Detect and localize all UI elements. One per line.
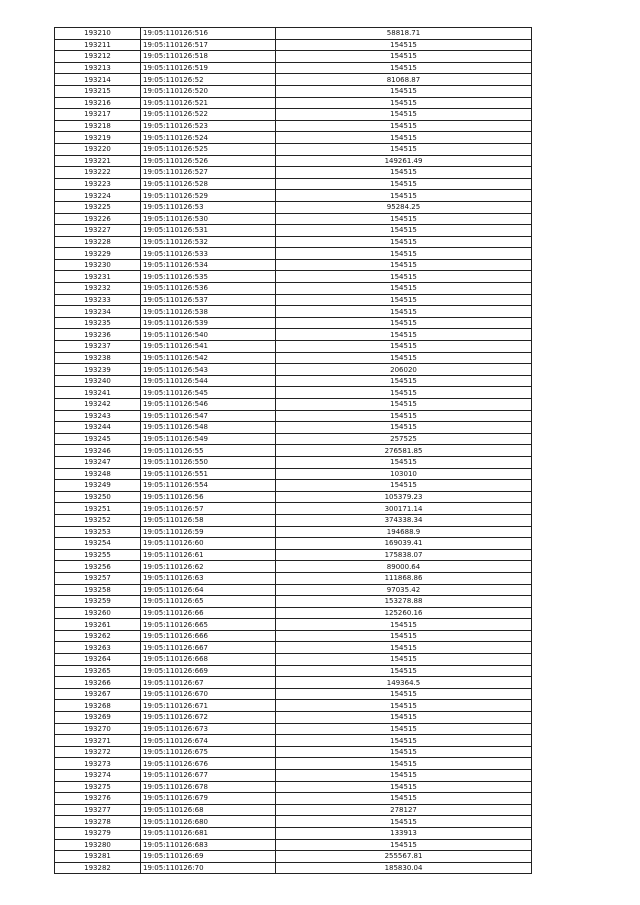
amount-cell: 154515 xyxy=(276,317,532,329)
timestamp-cell: 19:05:110126:528 xyxy=(141,178,276,190)
amount-cell: 154515 xyxy=(276,816,532,828)
row-id-cell: 193218 xyxy=(55,120,141,132)
amount-cell: 154515 xyxy=(276,85,532,97)
timestamp-cell: 19:05:110126:65 xyxy=(141,596,276,608)
amount-cell: 154515 xyxy=(276,283,532,295)
amount-cell: 154515 xyxy=(276,97,532,109)
row-id-cell: 193219 xyxy=(55,132,141,144)
table-row xyxy=(55,712,532,724)
timestamp-cell: 19:05:110126:70 xyxy=(141,862,276,874)
amount-cell: 154515 xyxy=(276,132,532,144)
table-row xyxy=(55,619,532,631)
amount-cell: 154515 xyxy=(276,178,532,190)
amount-cell: 154515 xyxy=(276,120,532,132)
amount-cell: 154515 xyxy=(276,654,532,666)
timestamp-cell: 19:05:110126:550 xyxy=(141,456,276,468)
table-row xyxy=(55,85,532,97)
row-id-cell: 193271 xyxy=(55,735,141,747)
row-id-cell: 193255 xyxy=(55,549,141,561)
timestamp-cell: 19:05:110126:554 xyxy=(141,480,276,492)
table-row xyxy=(55,468,532,480)
timestamp-cell: 19:05:110126:670 xyxy=(141,688,276,700)
row-id-cell: 193223 xyxy=(55,178,141,190)
timestamp-cell: 19:05:110126:523 xyxy=(141,120,276,132)
table-row xyxy=(55,387,532,399)
amount-cell: 194688.9 xyxy=(276,526,532,538)
timestamp-cell: 19:05:110126:56 xyxy=(141,491,276,503)
row-id-cell: 193279 xyxy=(55,827,141,839)
table-row xyxy=(55,329,532,341)
timestamp-cell: 19:05:110126:678 xyxy=(141,781,276,793)
table-row xyxy=(55,109,532,121)
row-id-cell: 193258 xyxy=(55,584,141,596)
table-row xyxy=(55,364,532,376)
amount-cell: 154515 xyxy=(276,259,532,271)
timestamp-cell: 19:05:110126:544 xyxy=(141,375,276,387)
amount-cell: 185830.04 xyxy=(276,862,532,874)
table-row xyxy=(55,178,532,190)
timestamp-cell: 19:05:110126:69 xyxy=(141,851,276,863)
amount-cell: 154515 xyxy=(276,723,532,735)
row-id-cell: 193221 xyxy=(55,155,141,167)
table-row xyxy=(55,816,532,828)
row-id-cell: 193278 xyxy=(55,816,141,828)
row-id-cell: 193242 xyxy=(55,399,141,411)
timestamp-cell: 19:05:110126:683 xyxy=(141,839,276,851)
row-id-cell: 193224 xyxy=(55,190,141,202)
timestamp-cell: 19:05:110126:59 xyxy=(141,526,276,538)
timestamp-cell: 19:05:110126:68 xyxy=(141,804,276,816)
table-body xyxy=(55,28,532,874)
table-row xyxy=(55,851,532,863)
row-id-cell: 193248 xyxy=(55,468,141,480)
row-id-cell: 193215 xyxy=(55,85,141,97)
row-id-cell: 193240 xyxy=(55,375,141,387)
row-id-cell: 193270 xyxy=(55,723,141,735)
table-row xyxy=(55,375,532,387)
amount-cell: 154515 xyxy=(276,352,532,364)
amount-cell: 154515 xyxy=(276,39,532,51)
row-id-cell: 193254 xyxy=(55,538,141,550)
table-row xyxy=(55,62,532,74)
amount-cell: 154515 xyxy=(276,294,532,306)
row-id-cell: 193227 xyxy=(55,225,141,237)
timestamp-cell: 19:05:110126:671 xyxy=(141,700,276,712)
row-id-cell: 193232 xyxy=(55,283,141,295)
row-id-cell: 193266 xyxy=(55,677,141,689)
amount-cell: 154515 xyxy=(276,62,532,74)
row-id-cell: 193210 xyxy=(55,28,141,40)
row-id-cell: 193230 xyxy=(55,259,141,271)
row-id-cell: 193247 xyxy=(55,456,141,468)
table-row xyxy=(55,456,532,468)
table-row xyxy=(55,514,532,526)
row-id-cell: 193252 xyxy=(55,514,141,526)
amount-cell: 154515 xyxy=(276,167,532,179)
timestamp-cell: 19:05:110126:669 xyxy=(141,665,276,677)
amount-cell: 154515 xyxy=(276,306,532,318)
amount-cell: 154515 xyxy=(276,422,532,434)
timestamp-cell: 19:05:110126:551 xyxy=(141,468,276,480)
timestamp-cell: 19:05:110126:517 xyxy=(141,39,276,51)
amount-cell: 149261.49 xyxy=(276,155,532,167)
table-row xyxy=(55,410,532,422)
table-row xyxy=(55,213,532,225)
table-row xyxy=(55,271,532,283)
table-row xyxy=(55,549,532,561)
row-id-cell: 193244 xyxy=(55,422,141,434)
amount-cell: 154515 xyxy=(276,456,532,468)
amount-cell: 175838.07 xyxy=(276,549,532,561)
row-id-cell: 193217 xyxy=(55,109,141,121)
amount-cell: 154515 xyxy=(276,375,532,387)
table-row xyxy=(55,120,532,132)
timestamp-cell: 19:05:110126:537 xyxy=(141,294,276,306)
timestamp-cell: 19:05:110126:538 xyxy=(141,306,276,318)
timestamp-cell: 19:05:110126:547 xyxy=(141,410,276,422)
table-row xyxy=(55,317,532,329)
row-id-cell: 193265 xyxy=(55,665,141,677)
amount-cell: 154515 xyxy=(276,225,532,237)
timestamp-cell: 19:05:110126:676 xyxy=(141,758,276,770)
timestamp-cell: 19:05:110126:63 xyxy=(141,572,276,584)
row-id-cell: 193238 xyxy=(55,352,141,364)
amount-cell: 154515 xyxy=(276,248,532,260)
table-row xyxy=(55,758,532,770)
timestamp-cell: 19:05:110126:516 xyxy=(141,28,276,40)
timestamp-cell: 19:05:110126:55 xyxy=(141,445,276,457)
table-row xyxy=(55,399,532,411)
amount-cell: 133913 xyxy=(276,827,532,839)
row-id-cell: 193261 xyxy=(55,619,141,631)
table-row xyxy=(55,190,532,202)
row-id-cell: 193256 xyxy=(55,561,141,573)
table-row xyxy=(55,236,532,248)
row-id-cell: 193250 xyxy=(55,491,141,503)
table-row xyxy=(55,700,532,712)
row-id-cell: 193216 xyxy=(55,97,141,109)
amount-cell: 154515 xyxy=(276,770,532,782)
amount-cell: 153278.88 xyxy=(276,596,532,608)
timestamp-cell: 19:05:110126:58 xyxy=(141,514,276,526)
amount-cell: 257525 xyxy=(276,433,532,445)
table-row xyxy=(55,584,532,596)
timestamp-cell: 19:05:110126:673 xyxy=(141,723,276,735)
table-row xyxy=(55,259,532,271)
row-id-cell: 193220 xyxy=(55,143,141,155)
timestamp-cell: 19:05:110126:543 xyxy=(141,364,276,376)
row-id-cell: 193222 xyxy=(55,167,141,179)
table-row xyxy=(55,283,532,295)
row-id-cell: 193275 xyxy=(55,781,141,793)
table-row xyxy=(55,422,532,434)
amount-cell: 103010 xyxy=(276,468,532,480)
timestamp-cell: 19:05:110126:533 xyxy=(141,248,276,260)
amount-cell: 154515 xyxy=(276,781,532,793)
timestamp-cell: 19:05:110126:526 xyxy=(141,155,276,167)
timestamp-cell: 19:05:110126:529 xyxy=(141,190,276,202)
row-id-cell: 193212 xyxy=(55,51,141,63)
timestamp-cell: 19:05:110126:534 xyxy=(141,259,276,271)
row-id-cell: 193273 xyxy=(55,758,141,770)
table-row xyxy=(55,770,532,782)
table-row xyxy=(55,294,532,306)
amount-cell: 154515 xyxy=(276,700,532,712)
amount-cell: 81068.87 xyxy=(276,74,532,86)
table-row xyxy=(55,561,532,573)
amount-cell: 374338.34 xyxy=(276,514,532,526)
row-id-cell: 193243 xyxy=(55,410,141,422)
table-row xyxy=(55,804,532,816)
row-id-cell: 193233 xyxy=(55,294,141,306)
amount-cell: 154515 xyxy=(276,793,532,805)
amount-cell: 111868.86 xyxy=(276,572,532,584)
table-row xyxy=(55,526,532,538)
table-row xyxy=(55,538,532,550)
row-id-cell: 193246 xyxy=(55,445,141,457)
table-row xyxy=(55,503,532,515)
table-row xyxy=(55,143,532,155)
row-id-cell: 193267 xyxy=(55,688,141,700)
timestamp-cell: 19:05:110126:53 xyxy=(141,201,276,213)
amount-cell: 255567.81 xyxy=(276,851,532,863)
table-row xyxy=(55,341,532,353)
row-id-cell: 193277 xyxy=(55,804,141,816)
table-row xyxy=(55,445,532,457)
table-row xyxy=(55,155,532,167)
table-row xyxy=(55,167,532,179)
timestamp-cell: 19:05:110126:536 xyxy=(141,283,276,295)
timestamp-cell: 19:05:110126:540 xyxy=(141,329,276,341)
timestamp-cell: 19:05:110126:680 xyxy=(141,816,276,828)
timestamp-cell: 19:05:110126:67 xyxy=(141,677,276,689)
row-id-cell: 193268 xyxy=(55,700,141,712)
row-id-cell: 193263 xyxy=(55,642,141,654)
timestamp-cell: 19:05:110126:548 xyxy=(141,422,276,434)
timestamp-cell: 19:05:110126:524 xyxy=(141,132,276,144)
table-row xyxy=(55,28,532,40)
table-row xyxy=(55,51,532,63)
amount-cell: 154515 xyxy=(276,410,532,422)
amount-cell: 278127 xyxy=(276,804,532,816)
row-id-cell: 193269 xyxy=(55,712,141,724)
table-row xyxy=(55,491,532,503)
amount-cell: 154515 xyxy=(276,665,532,677)
row-id-cell: 193213 xyxy=(55,62,141,74)
table-row xyxy=(55,793,532,805)
amount-cell: 58818.71 xyxy=(276,28,532,40)
table-row xyxy=(55,654,532,666)
row-id-cell: 193236 xyxy=(55,329,141,341)
amount-cell: 154515 xyxy=(276,746,532,758)
row-id-cell: 193272 xyxy=(55,746,141,758)
timestamp-cell: 19:05:110126:674 xyxy=(141,735,276,747)
row-id-cell: 193225 xyxy=(55,201,141,213)
row-id-cell: 193239 xyxy=(55,364,141,376)
table-row xyxy=(55,596,532,608)
table-row xyxy=(55,480,532,492)
timestamp-cell: 19:05:110126:522 xyxy=(141,109,276,121)
table-row xyxy=(55,74,532,86)
row-id-cell: 193241 xyxy=(55,387,141,399)
timestamp-cell: 19:05:110126:61 xyxy=(141,549,276,561)
timestamp-cell: 19:05:110126:521 xyxy=(141,97,276,109)
row-id-cell: 193282 xyxy=(55,862,141,874)
table-row xyxy=(55,735,532,747)
table-row xyxy=(55,352,532,364)
table-row xyxy=(55,862,532,874)
table-row xyxy=(55,39,532,51)
timestamp-cell: 19:05:110126:64 xyxy=(141,584,276,596)
table-row xyxy=(55,97,532,109)
row-id-cell: 193245 xyxy=(55,433,141,445)
timestamp-cell: 19:05:110126:681 xyxy=(141,827,276,839)
table-row xyxy=(55,248,532,260)
amount-cell: 89000.64 xyxy=(276,561,532,573)
table-row xyxy=(55,306,532,318)
timestamp-cell: 19:05:110126:542 xyxy=(141,352,276,364)
row-id-cell: 193280 xyxy=(55,839,141,851)
table-row xyxy=(55,225,532,237)
row-id-cell: 193276 xyxy=(55,793,141,805)
amount-cell: 154515 xyxy=(276,839,532,851)
timestamp-cell: 19:05:110126:546 xyxy=(141,399,276,411)
table-row xyxy=(55,433,532,445)
row-id-cell: 193226 xyxy=(55,213,141,225)
timestamp-cell: 19:05:110126:675 xyxy=(141,746,276,758)
table-row xyxy=(55,132,532,144)
amount-cell: 154515 xyxy=(276,387,532,399)
amount-cell: 154515 xyxy=(276,758,532,770)
table-row xyxy=(55,839,532,851)
table-row xyxy=(55,827,532,839)
amount-cell: 154515 xyxy=(276,399,532,411)
row-id-cell: 193251 xyxy=(55,503,141,515)
row-id-cell: 193237 xyxy=(55,341,141,353)
amount-cell: 154515 xyxy=(276,271,532,283)
timestamp-cell: 19:05:110126:668 xyxy=(141,654,276,666)
amount-cell: 154515 xyxy=(276,109,532,121)
amount-cell: 97035.42 xyxy=(276,584,532,596)
timestamp-cell: 19:05:110126:520 xyxy=(141,85,276,97)
row-id-cell: 193257 xyxy=(55,572,141,584)
row-id-cell: 193229 xyxy=(55,248,141,260)
timestamp-cell: 19:05:110126:52 xyxy=(141,74,276,86)
timestamp-cell: 19:05:110126:532 xyxy=(141,236,276,248)
amount-cell: 206020 xyxy=(276,364,532,376)
table-row xyxy=(55,201,532,213)
timestamp-cell: 19:05:110126:527 xyxy=(141,167,276,179)
amount-cell: 154515 xyxy=(276,190,532,202)
table-row xyxy=(55,642,532,654)
row-id-cell: 193259 xyxy=(55,596,141,608)
amount-cell: 154515 xyxy=(276,51,532,63)
amount-cell: 154515 xyxy=(276,480,532,492)
table-row xyxy=(55,607,532,619)
amount-cell: 95284.25 xyxy=(276,201,532,213)
timestamp-cell: 19:05:110126:535 xyxy=(141,271,276,283)
amount-cell: 154515 xyxy=(276,712,532,724)
table-row xyxy=(55,630,532,642)
amount-cell: 300171.14 xyxy=(276,503,532,515)
row-id-cell: 193234 xyxy=(55,306,141,318)
timestamp-cell: 19:05:110126:519 xyxy=(141,62,276,74)
timestamp-cell: 19:05:110126:66 xyxy=(141,607,276,619)
row-id-cell: 193253 xyxy=(55,526,141,538)
row-id-cell: 193260 xyxy=(55,607,141,619)
timestamp-cell: 19:05:110126:677 xyxy=(141,770,276,782)
amount-cell: 154515 xyxy=(276,236,532,248)
amount-cell: 149364.5 xyxy=(276,677,532,689)
amount-cell: 154515 xyxy=(276,213,532,225)
table-row xyxy=(55,677,532,689)
data-table xyxy=(54,27,532,874)
amount-cell: 154515 xyxy=(276,329,532,341)
table-row xyxy=(55,781,532,793)
timestamp-cell: 19:05:110126:672 xyxy=(141,712,276,724)
timestamp-cell: 19:05:110126:531 xyxy=(141,225,276,237)
amount-cell: 154515 xyxy=(276,143,532,155)
timestamp-cell: 19:05:110126:525 xyxy=(141,143,276,155)
amount-cell: 169039.41 xyxy=(276,538,532,550)
timestamp-cell: 19:05:110126:62 xyxy=(141,561,276,573)
timestamp-cell: 19:05:110126:539 xyxy=(141,317,276,329)
table-row xyxy=(55,723,532,735)
amount-cell: 154515 xyxy=(276,630,532,642)
row-id-cell: 193274 xyxy=(55,770,141,782)
timestamp-cell: 19:05:110126:667 xyxy=(141,642,276,654)
timestamp-cell: 19:05:110126:679 xyxy=(141,793,276,805)
timestamp-cell: 19:05:110126:60 xyxy=(141,538,276,550)
amount-cell: 154515 xyxy=(276,619,532,631)
amount-cell: 154515 xyxy=(276,688,532,700)
timestamp-cell: 19:05:110126:545 xyxy=(141,387,276,399)
timestamp-cell: 19:05:110126:665 xyxy=(141,619,276,631)
row-id-cell: 193211 xyxy=(55,39,141,51)
table-row xyxy=(55,746,532,758)
amount-cell: 154515 xyxy=(276,642,532,654)
row-id-cell: 193214 xyxy=(55,74,141,86)
row-id-cell: 193281 xyxy=(55,851,141,863)
timestamp-cell: 19:05:110126:666 xyxy=(141,630,276,642)
row-id-cell: 193262 xyxy=(55,630,141,642)
table-row xyxy=(55,688,532,700)
row-id-cell: 193249 xyxy=(55,480,141,492)
amount-cell: 125260.16 xyxy=(276,607,532,619)
table-row xyxy=(55,572,532,584)
amount-cell: 154515 xyxy=(276,341,532,353)
timestamp-cell: 19:05:110126:57 xyxy=(141,503,276,515)
timestamp-cell: 19:05:110126:530 xyxy=(141,213,276,225)
table-row xyxy=(55,665,532,677)
timestamp-cell: 19:05:110126:549 xyxy=(141,433,276,445)
amount-cell: 105379.23 xyxy=(276,491,532,503)
row-id-cell: 193264 xyxy=(55,654,141,666)
timestamp-cell: 19:05:110126:541 xyxy=(141,341,276,353)
amount-cell: 276581.85 xyxy=(276,445,532,457)
timestamp-cell: 19:05:110126:518 xyxy=(141,51,276,63)
row-id-cell: 193231 xyxy=(55,271,141,283)
amount-cell: 154515 xyxy=(276,735,532,747)
row-id-cell: 193228 xyxy=(55,236,141,248)
row-id-cell: 193235 xyxy=(55,317,141,329)
